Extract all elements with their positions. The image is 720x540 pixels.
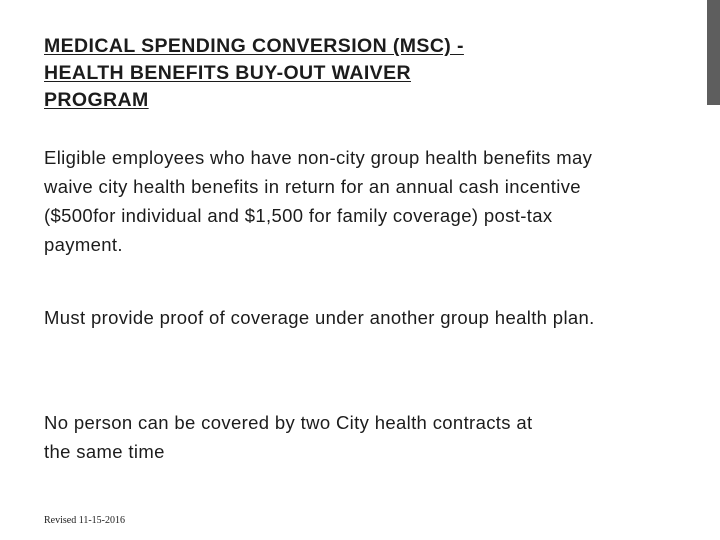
paragraph-no-dual-coverage: No person can be covered by two City health contracts at the same time <box>44 412 533 462</box>
paragraph-eligibility: Eligible employees who have non-city group health benefits may waive city health benefits in return for an annual cash incentive ($500for individual and $1,500 for family coverage) post-tax payment. <box>44 147 593 255</box>
paragraph-proof-of-coverage: Must provide proof of coverage under another group health plan. <box>44 307 595 328</box>
slide-title: MEDICAL SPENDING CONVERSION (MSC) - HEALTH BENEFITS BUY-OUT WAIVER PROGRAM <box>44 35 464 111</box>
accent-bar <box>707 0 720 105</box>
revision-date: Revised 11-15-2016 <box>44 515 126 526</box>
